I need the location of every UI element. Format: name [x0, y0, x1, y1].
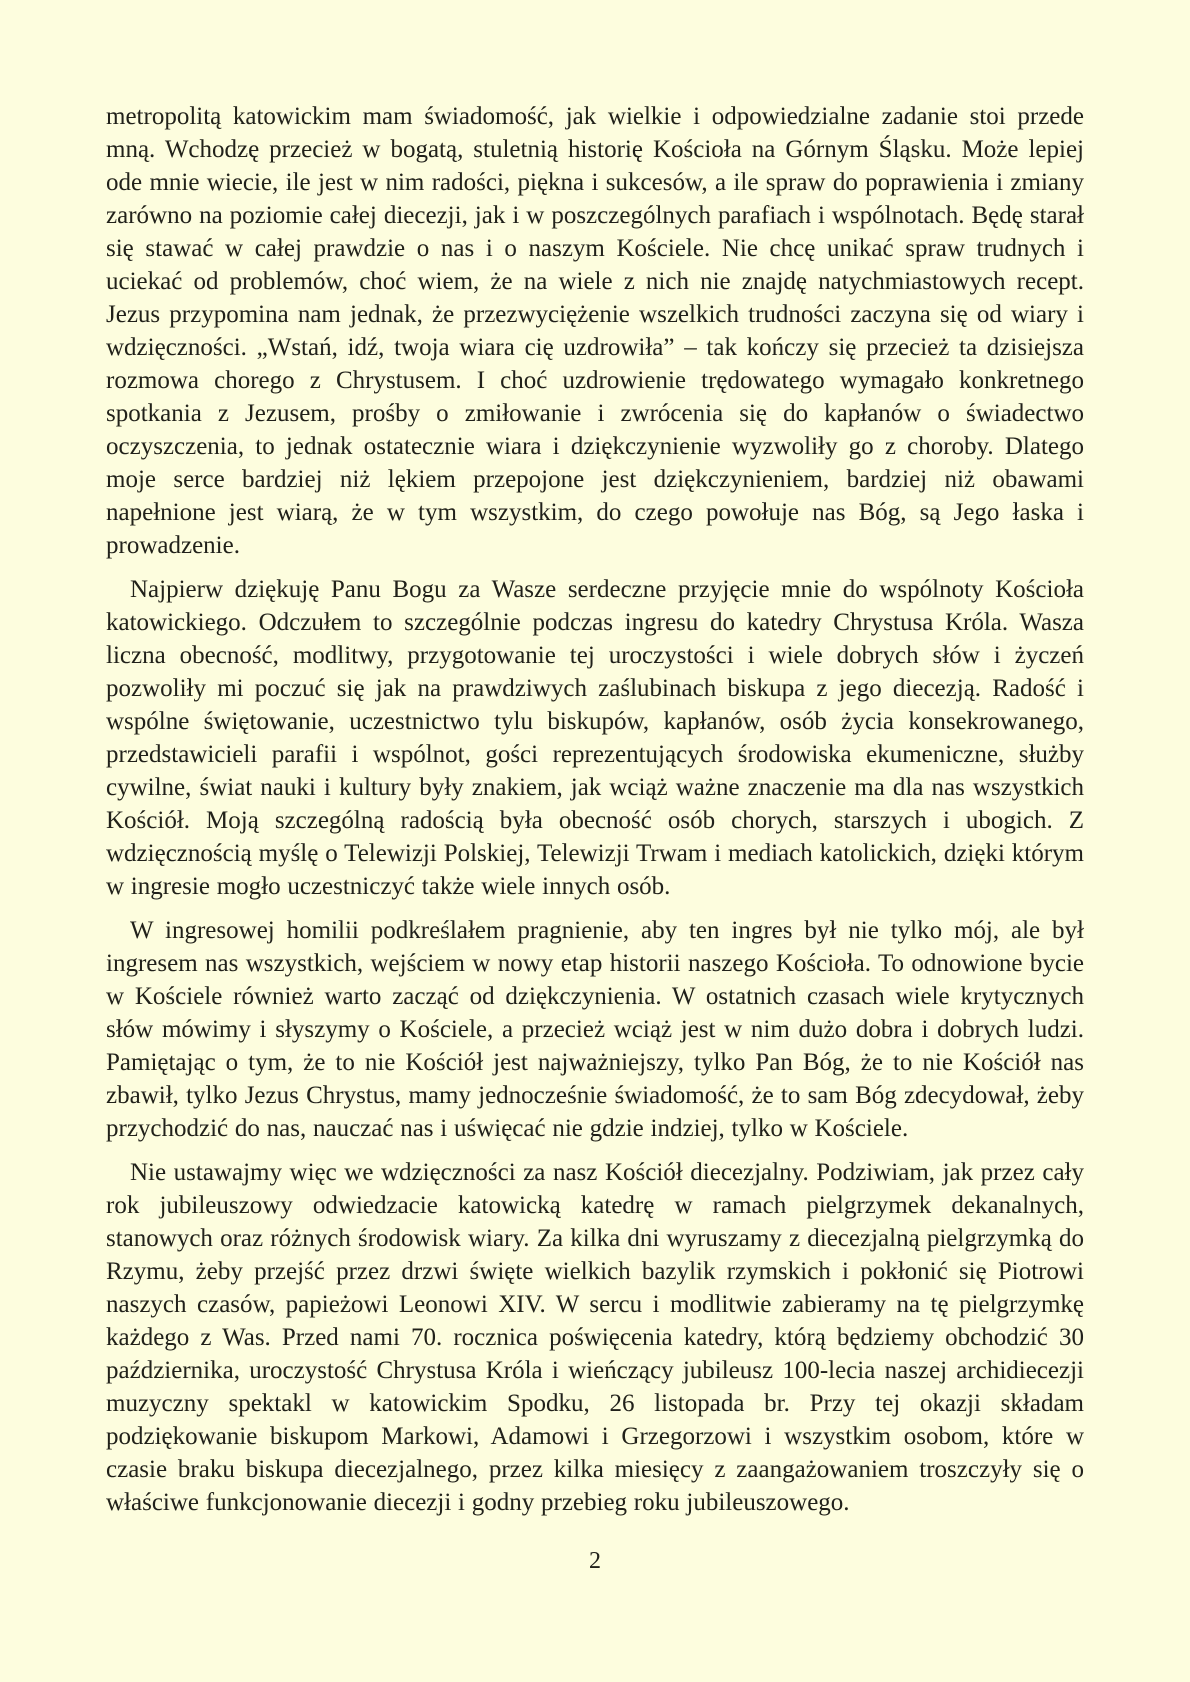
page-number: 2 — [589, 1548, 601, 1574]
paragraph-2: Najpierw dziękuję Panu Bogu za Wasze serdeczne przyjęcie mnie do wspólnoty Kościoła katowickiego. Odczułem to szczególnie podczas ingresu do katedry Chrystusa Króla. Wasza liczna obecność, modlitwy, przygotowanie tej uroczystości i wiele dobrych słów i życzeń pozwoliły mi poczuć się jak na prawdziwych zaślubinach biskupa z jego diecezją. Radość i wspólne świętowanie, uczestnictwo tylu biskupów, kapłanów, osób życia konsekrowanego, przedstawicieli parafii i wspólnot, gości reprezentujących środowiska ekumeniczne, służby cywilne, świat nauki i kultury były znakiem, jak wciąż ważne znaczenie ma dla nas wszystkich Kościół. Moją szczególną radością była obecność osób chorych, starszych i ubogich. Z wdzięcznością myślę o Telewizji Polskiej, Telewizji Trwam i mediach katolickich, dzięki którym w ingresie mogło uczestniczyć także wiele innych osób. — [106, 576, 1084, 900]
letter-body — [106, 100, 1084, 1519]
paragraph-3: W ingresowej homilii podkreślałem pragnienie, aby ten ingres był nie tylko mój, ale był ingresem nas wszystkich, wejściem w nowy etap historii naszego Kościoła. To odnowione bycie w Kościele również warto zacząć od dziękczynienia. W ostatnich czasach wiele krytycznych słów mówimy i słyszymy o Kościele, a przecież wciąż jest w nim dużo dobra i dobrych ludzi. Pamiętając o tym, że to nie Kościół jest najważniejszy, tylko Pan Bóg, że to nie Kościół nas zbawił, tylko Jezus Chrystus, mamy jednocześnie świadomość, że to sam Bóg zdecydował, żeby przychodzić do nas, nauczać nas i uświęcać nie gdzie indziej, tylko w Kościele. — [106, 917, 1084, 1142]
paragraph-4: Nie ustawajmy więc we wdzięczności za nasz Kościół diecezjalny. Podziwiam, jak przez cały rok jubileuszowy odwiedzacie katowicką katedrę w ramach pielgrzymek dekanalnych, stanowych oraz różnych środowisk wiary. Za kilka dni wyruszamy z diecezjalną pielgrzymką do Rzymu, żeby przejść przez drzwi święte wielkich bazylik rzymskich i pokłonić się Piotrowi naszych czasów, papieżowi Leonowi XIV. W sercu i modlitwie zabieramy na tę pielgrzymkę każdego z Was. Przed nami 70. rocznica poświęcenia katedry, którą będziemy obchodzić 30 października, uroczystość Chrystusa Króla i wieńczący jubileusz 100-lecia naszej archidiecezji muzyczny spektakl w katowickim Spodku, 26 listopada br. Przy tej okazji składam podziękowanie biskupom Markowi, Adamowi i Grzegorzowi i wszystkim osobom, które w czasie braku biskupa diecezjalnego, przez kilka miesięcy z zaangażowaniem troszczyły się o właściwe funkcjonowanie diecezji i godny przebieg roku jubileuszowego. — [106, 1159, 1084, 1516]
paragraph-1: metropolitą katowickim mam świadomość, jak wielkie i odpowiedzialne zadanie stoi przede mną. Wchodzę przecież w bogatą, stuletnią historię Kościoła na Górnym Śląsku. Może lepiej ode mnie wiecie, ile jest w nim radości, piękna i sukcesów, a ile spraw do poprawienia i zmiany zarówno na poziomie całej diecezji, jak i w poszczególnych parafiach i wspólnotach. Będę starał się stawać w całej prawdzie o nas i o naszym Kościele. Nie chcę unikać spraw trudnych i uciekać od problemów, choć wiem, że na wiele z nich nie znajdę natychmiastowych recept. Jezus przypomina nam jednak, że przezwyciężenie wszelkich trudności zaczyna się od wiary i wdzięczności. „Wstań, idź, twoja wiara cię uzdrowiła” – tak kończy się przecież ta dzisiejsza rozmowa chorego z Chrystusem. I choć uzdrowienie trędowatego wymagało konkretnego spotkania z Jezusem, prośby o zmiłowanie i zwrócenia się do kapłanów o świadectwo oczyszczenia, to jednak ostatecznie wiara i dziękczynienie wyzwoliły go z choroby. Dlatego moje serce bardziej niż lękiem przepojone jest dziękczynieniem, bardziej niż obawami napełnione jest wiarą, że w tym wszystkim, do czego powołuje nas Bóg, są Jego łaska i prowadzenie. — [106, 103, 1084, 559]
